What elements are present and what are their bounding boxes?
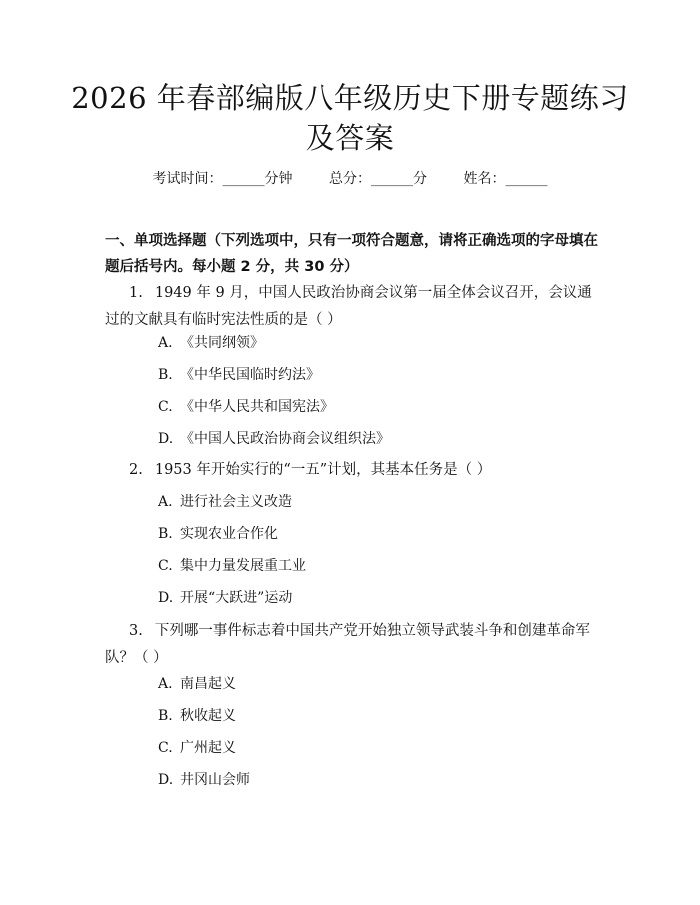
exam-time: 考试时间：______分钟 bbox=[152, 171, 293, 187]
option-letter: C. bbox=[158, 740, 173, 756]
option-text: 集中力量发展重工业 bbox=[180, 558, 306, 574]
option-letter: D. bbox=[158, 431, 174, 447]
question-2 bbox=[105, 457, 600, 484]
q2-option-c bbox=[158, 556, 306, 576]
option-text: 《中华人民共和国宪法》 bbox=[180, 399, 334, 415]
option-text: 秋收起义 bbox=[180, 708, 236, 724]
student-name: 姓名：______ bbox=[463, 171, 548, 187]
exam-total-score: 总分：______分 bbox=[329, 171, 427, 187]
option-text: 开展“大跃进”运动 bbox=[180, 590, 293, 606]
q3-option-c bbox=[158, 738, 236, 758]
option-letter: A. bbox=[158, 676, 173, 692]
q2-option-d bbox=[158, 588, 292, 608]
option-letter: A. bbox=[158, 494, 173, 510]
option-text: 实现农业合作化 bbox=[180, 526, 278, 542]
question-1 bbox=[105, 280, 600, 334]
option-text: 井冈山会师 bbox=[180, 772, 250, 788]
option-letter: C. bbox=[158, 399, 173, 415]
option-text: 进行社会主义改造 bbox=[180, 494, 292, 510]
option-text: 南昌起义 bbox=[180, 676, 236, 692]
option-text: 《中国人民政治协商会议组织法》 bbox=[180, 431, 390, 447]
question-number: 1. bbox=[129, 285, 143, 301]
question-number: 3. bbox=[129, 623, 143, 639]
option-text: 《中华民国临时约法》 bbox=[180, 367, 320, 383]
exam-info bbox=[0, 168, 700, 188]
section-heading: 一、单项选择题（下列选项中，只有一项符合题意，请将正确选项的字母填在题后括号内。每小题 2 分，共 30 分） bbox=[105, 233, 598, 275]
question-text: 1949 年 9 月，中国人民政治协商会议第一届全体会议召开，会议通过的文献具有临时宪法性质的是（ ） bbox=[105, 285, 592, 328]
option-text: 广州起义 bbox=[180, 740, 236, 756]
question-text: 1953 年开始实行的“一五”计划，其基本任务是（ ） bbox=[154, 462, 492, 478]
option-letter: B. bbox=[158, 367, 173, 383]
q3-option-a bbox=[158, 674, 236, 694]
q3-option-b bbox=[158, 706, 236, 726]
option-letter: B. bbox=[158, 708, 173, 724]
option-letter: D. bbox=[158, 772, 174, 788]
q1-option-a bbox=[158, 333, 264, 353]
q1-option-d bbox=[158, 429, 390, 449]
q1-option-c bbox=[158, 397, 334, 417]
option-text: 《共同纲领》 bbox=[180, 335, 264, 351]
option-letter: C. bbox=[158, 558, 173, 574]
question-number: 2. bbox=[129, 462, 143, 478]
question-3 bbox=[105, 618, 600, 672]
question-text: 下列哪一事件标志着中国共产党开始独立领导武装斗争和创建革命军队？（ ） bbox=[105, 623, 590, 666]
q2-option-a bbox=[158, 492, 292, 512]
q2-option-b bbox=[158, 524, 278, 544]
option-letter: B. bbox=[158, 526, 173, 542]
option-letter: A. bbox=[158, 335, 173, 351]
option-letter: D. bbox=[158, 590, 174, 606]
document-title: 2026 年春部编版八年级历史下册专题练习及答案 bbox=[71, 81, 629, 155]
q1-option-b bbox=[158, 365, 320, 385]
q3-option-d bbox=[158, 770, 250, 790]
